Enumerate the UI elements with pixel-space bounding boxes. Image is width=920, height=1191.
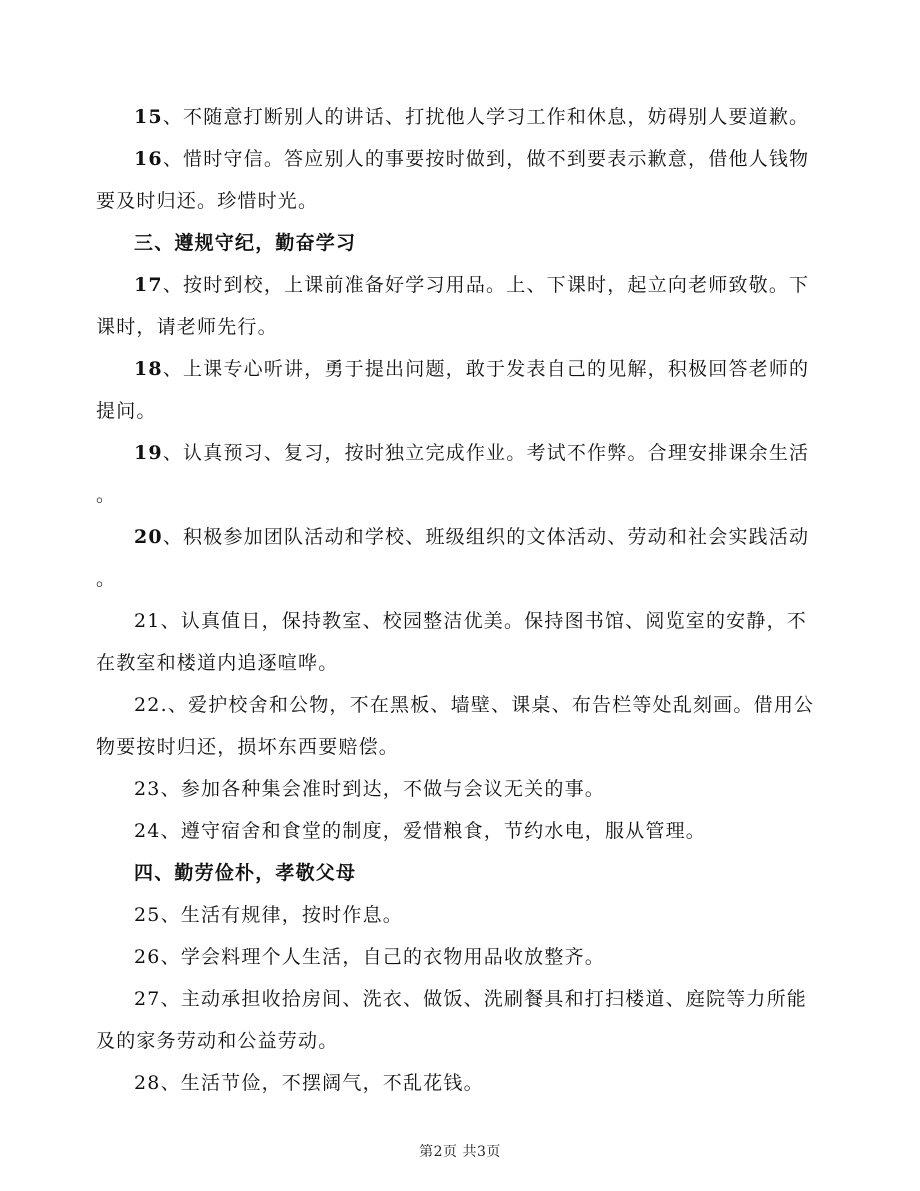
rule-first-line (96, 986, 826, 1013)
rule-first-line (96, 692, 826, 719)
rule-first-line (96, 776, 826, 803)
rule-text: 、学会料理个人生活，自己的衣物用品收放整齐。 (160, 946, 605, 968)
rule-item-24 (96, 818, 826, 845)
rule-continuation-line (96, 1028, 826, 1055)
rule-continuation-line (96, 314, 826, 341)
rule-item-15 (96, 104, 826, 131)
rule-number: 28 (134, 1072, 161, 1094)
rule-first-line (96, 524, 826, 551)
rule-text: 、积极参加团队活动和学校、班级组织的文体活动、劳动和社会实践活动 (162, 526, 810, 548)
section-heading: 三、遵规守纪，勤奋学习 (134, 232, 357, 254)
rule-item-23 (96, 776, 826, 803)
rule-item-16 (96, 146, 826, 215)
rule-item-22 (96, 692, 826, 761)
rule-number: 23 (134, 778, 161, 800)
rule-number: 20 (134, 526, 163, 548)
rule-item-17 (96, 272, 826, 341)
rule-first-line (96, 356, 826, 383)
rule-number: 18 (134, 358, 163, 380)
rule-first-line (96, 146, 826, 173)
rule-item-20 (96, 524, 826, 593)
rule-number: 24 (134, 820, 161, 842)
rule-text: 、生活节俭，不摆阔气，不乱花钱。 (160, 1072, 484, 1094)
rule-first-line (96, 902, 826, 929)
rule-text: 、主动承担收拾房间、洗衣、做饭、洗刷餐具和打扫楼道、庭院等力所能 (160, 988, 807, 1010)
rule-number: 15 (134, 106, 163, 128)
rule-first-line (96, 440, 826, 467)
rule-continuation-line (96, 734, 826, 761)
rule-item-25 (96, 902, 826, 929)
rule-number: 19 (134, 442, 163, 464)
rule-text: 要及时归还。珍惜时光。 (96, 190, 319, 212)
rule-text: 。 (96, 568, 117, 590)
rule-number: 26 (134, 946, 161, 968)
rule-number: 27 (134, 988, 161, 1010)
rule-text: 、参加各种集会准时到达，不做与会议无关的事。 (160, 778, 605, 800)
rule-text: 、认真预习、复习，按时独立完成作业。考试不作弊。合理安排课余生活 (162, 442, 810, 464)
rule-text: 、遵守宿舍和食堂的制度，爱惜粮食，节约水电，服从管理。 (160, 820, 706, 842)
rule-text: 、不随意打断别人的讲话、打扰他人学习工作和休息，妨碍别人要道歉。 (162, 106, 810, 128)
rule-text: 、认真值日，保持教室、校园整洁优美。保持图书馆、阅览室的安静，不 (160, 610, 807, 632)
rule-text: 、生活有规律，按时作息。 (160, 904, 403, 926)
rule-text: 及的家务劳动和公益劳动。 (96, 1030, 339, 1052)
rule-continuation-line (96, 566, 826, 593)
rule-text: 、按时到校，上课前准备好学习用品。上、下课时，起立向老师致敬。下 (162, 274, 810, 296)
rule-item-18 (96, 356, 826, 425)
rule-continuation-line (96, 398, 826, 425)
rule-number: 21 (134, 610, 161, 632)
rule-text: 提问。 (96, 400, 157, 422)
rule-first-line (96, 104, 826, 131)
rule-item-28 (96, 1070, 826, 1097)
rule-text: 、上课专心听讲，勇于提出问题，敢于发表自己的见解，积极回答老师的 (162, 358, 810, 380)
rule-continuation-line (96, 650, 826, 677)
rule-number: 25 (134, 904, 161, 926)
rule-item-26 (96, 944, 826, 971)
rule-item-21 (96, 608, 826, 677)
page-footer: 第2页 共3页 (419, 1144, 501, 1160)
rule-first-line (96, 944, 826, 971)
rule-first-line (96, 818, 826, 845)
rule-text: 、惜时守信。答应别人的事要按时做到，做不到要表示歉意，借他人钱物 (162, 148, 810, 170)
rule-text: 课时，请老师先行。 (96, 316, 278, 338)
rule-text: 。 (96, 484, 117, 506)
section-heading: 四、勤劳俭朴，孝敬父母 (134, 862, 357, 884)
rule-number: 17 (134, 274, 163, 296)
document-body (96, 104, 826, 1112)
rule-continuation-line (96, 188, 826, 215)
rule-first-line (96, 608, 826, 635)
rule-first-line (96, 1070, 826, 1097)
rule-number: 22. (134, 694, 168, 716)
rule-item-19 (96, 440, 826, 509)
rule-first-line (96, 272, 826, 299)
rule-item-27 (96, 986, 826, 1055)
rule-text: 、爱护校舍和公物，不在黑板、墙壁、课桌、布告栏等处乱刻画。借用公 (167, 694, 815, 716)
rule-continuation-line (96, 482, 826, 509)
rule-number: 16 (134, 148, 163, 170)
rule-text: 物要按时归还，损坏东西要赔偿。 (96, 736, 400, 758)
rule-text: 在教室和楼道内追逐喧哗。 (96, 652, 339, 674)
